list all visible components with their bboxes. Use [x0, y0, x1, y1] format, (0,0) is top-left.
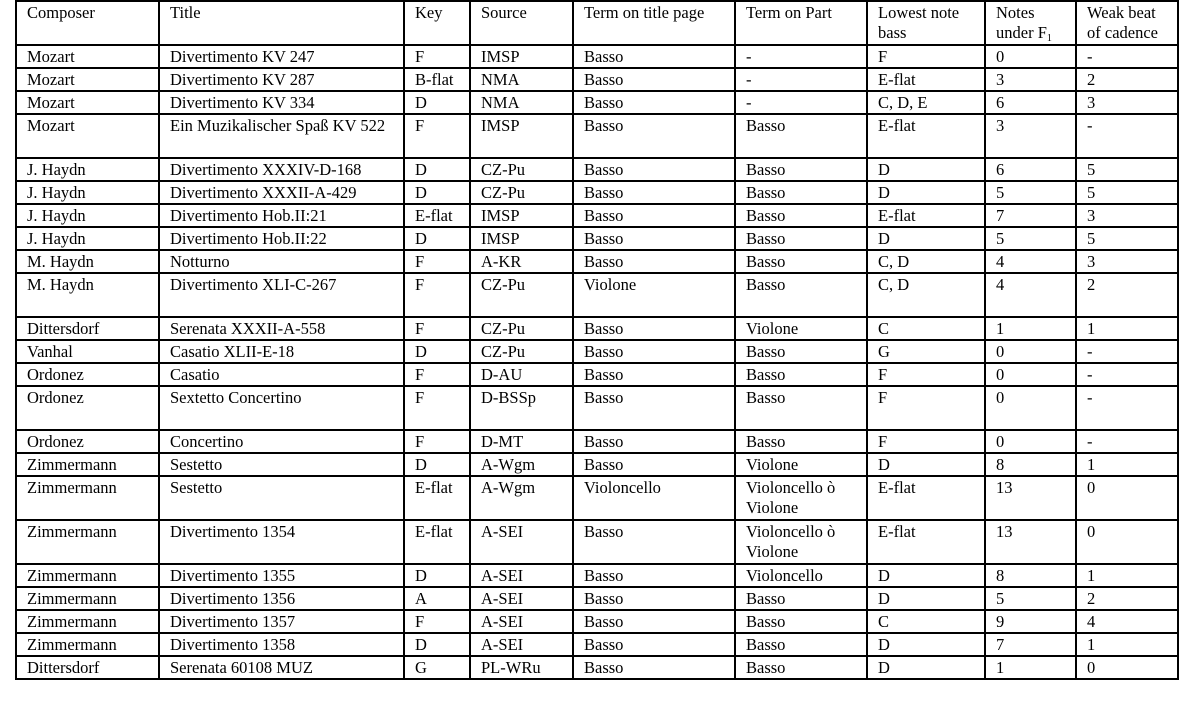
- cell-key: E-flat: [404, 476, 470, 520]
- cell-key: F: [404, 386, 470, 430]
- cell-composer: J. Haydn: [16, 227, 159, 250]
- cell-source: A-SEI: [470, 610, 573, 633]
- cell-key: D: [404, 181, 470, 204]
- cell-term-title-page: Basso: [573, 564, 735, 587]
- cell-lowest-note-bass: F: [867, 45, 985, 68]
- cell-notes-under-f: 1: [985, 317, 1076, 340]
- cell-lowest-note-bass: F: [867, 430, 985, 453]
- cell-title: Divertimento 1357: [159, 610, 404, 633]
- cell-term-title-page: Basso: [573, 204, 735, 227]
- cell-title: Divertimento Hob.II:21: [159, 204, 404, 227]
- cell-title: Casatio XLII-E-18: [159, 340, 404, 363]
- cell-key: D: [404, 158, 470, 181]
- cell-term-title-page: Basso: [573, 520, 735, 564]
- cell-source: CZ-Pu: [470, 317, 573, 340]
- cell-lowest-note-bass: D: [867, 227, 985, 250]
- cell-composer: M. Haydn: [16, 250, 159, 273]
- cell-title: Divertimento XXXIV-D-168: [159, 158, 404, 181]
- cell-lowest-note-bass: F: [867, 363, 985, 386]
- table-row: [16, 273, 1178, 317]
- cell-notes-under-f: 13: [985, 520, 1076, 564]
- cell-composer: Zimmermann: [16, 587, 159, 610]
- cell-source: A-KR: [470, 250, 573, 273]
- cell-composer: M. Haydn: [16, 273, 159, 317]
- cell-key: G: [404, 656, 470, 679]
- cell-notes-under-f: 6: [985, 91, 1076, 114]
- cell-term-title-page: Basso: [573, 181, 735, 204]
- cell-composer: Zimmermann: [16, 633, 159, 656]
- cell-lowest-note-bass: G: [867, 340, 985, 363]
- cell-key: F: [404, 114, 470, 158]
- cell-weak-beat: 1: [1076, 633, 1178, 656]
- cell-term-on-part: Basso: [735, 340, 867, 363]
- cell-weak-beat: 5: [1076, 181, 1178, 204]
- cell-source: D-AU: [470, 363, 573, 386]
- header-weak-beat: Weak beat of cadence: [1076, 1, 1178, 45]
- cell-term-title-page: Basso: [573, 386, 735, 430]
- cell-term-title-page: Basso: [573, 610, 735, 633]
- cell-notes-under-f: 4: [985, 273, 1076, 317]
- cell-term-title-page: Basso: [573, 250, 735, 273]
- cell-composer: Vanhal: [16, 340, 159, 363]
- cell-key: E-flat: [404, 520, 470, 564]
- cell-term-on-part: Basso: [735, 250, 867, 273]
- table-row: [16, 317, 1178, 340]
- cell-term-title-page: Basso: [573, 340, 735, 363]
- cell-lowest-note-bass: C: [867, 317, 985, 340]
- cell-source: NMA: [470, 91, 573, 114]
- table-row: [16, 633, 1178, 656]
- cell-term-title-page: Basso: [573, 430, 735, 453]
- header-key: Key: [404, 1, 470, 45]
- cell-composer: Dittersdorf: [16, 656, 159, 679]
- cell-term-title-page: Basso: [573, 68, 735, 91]
- cell-lowest-note-bass: C: [867, 610, 985, 633]
- cell-term-on-part: Violoncello: [735, 564, 867, 587]
- cell-weak-beat: -: [1076, 114, 1178, 158]
- cell-term-on-part: Basso: [735, 363, 867, 386]
- cell-key: F: [404, 363, 470, 386]
- cell-key: D: [404, 633, 470, 656]
- cell-title: Divertimento 1356: [159, 587, 404, 610]
- cell-source: NMA: [470, 68, 573, 91]
- table-row: [16, 227, 1178, 250]
- table-row: [16, 68, 1178, 91]
- cell-weak-beat: -: [1076, 45, 1178, 68]
- cell-title: Divertimento KV 287: [159, 68, 404, 91]
- cell-lowest-note-bass: E-flat: [867, 204, 985, 227]
- cell-source: IMSP: [470, 204, 573, 227]
- cell-title: Sestetto: [159, 453, 404, 476]
- cell-weak-beat: -: [1076, 386, 1178, 430]
- header-lowest-note-bass: Lowest note bass: [867, 1, 985, 45]
- header-title: Title: [159, 1, 404, 45]
- cell-key: F: [404, 250, 470, 273]
- cell-key: D: [404, 91, 470, 114]
- header-notes-under-f: [985, 1, 1076, 45]
- cell-term-on-part: Basso: [735, 386, 867, 430]
- cell-key: D: [404, 340, 470, 363]
- cell-term-on-part: Basso: [735, 114, 867, 158]
- cell-weak-beat: -: [1076, 363, 1178, 386]
- cell-weak-beat: 2: [1076, 68, 1178, 91]
- table-row: [16, 45, 1178, 68]
- table-row: [16, 587, 1178, 610]
- cell-term-title-page: Basso: [573, 91, 735, 114]
- table-row: [16, 181, 1178, 204]
- cell-composer: Dittersdorf: [16, 317, 159, 340]
- cell-key: E-flat: [404, 204, 470, 227]
- cell-source: D-MT: [470, 430, 573, 453]
- cell-notes-under-f: 8: [985, 564, 1076, 587]
- cell-lowest-note-bass: D: [867, 453, 985, 476]
- cell-title: Ein Muzikalischer Spaß KV 522: [159, 114, 404, 158]
- cell-term-on-part: -: [735, 91, 867, 114]
- cell-notes-under-f: 7: [985, 204, 1076, 227]
- cell-composer: Mozart: [16, 91, 159, 114]
- cell-weak-beat: 1: [1076, 453, 1178, 476]
- cell-source: A-SEI: [470, 587, 573, 610]
- cell-weak-beat: 1: [1076, 317, 1178, 340]
- cell-weak-beat: 4: [1076, 610, 1178, 633]
- cell-source: A-SEI: [470, 564, 573, 587]
- cell-title: Notturno: [159, 250, 404, 273]
- cell-term-on-part: -: [735, 45, 867, 68]
- cell-composer: Mozart: [16, 45, 159, 68]
- cell-title: Sextetto Concertino: [159, 386, 404, 430]
- cell-composer: Zimmermann: [16, 476, 159, 520]
- cell-notes-under-f: 6: [985, 158, 1076, 181]
- cell-term-title-page: Basso: [573, 227, 735, 250]
- cell-term-on-part: Basso: [735, 587, 867, 610]
- cell-source: CZ-Pu: [470, 340, 573, 363]
- cell-weak-beat: 0: [1076, 476, 1178, 520]
- table-row: [16, 656, 1178, 679]
- cell-notes-under-f: 0: [985, 45, 1076, 68]
- cell-term-title-page: Basso: [573, 363, 735, 386]
- cell-composer: Ordonez: [16, 386, 159, 430]
- cell-title: Divertimento KV 334: [159, 91, 404, 114]
- cell-term-on-part: -: [735, 68, 867, 91]
- cell-notes-under-f: 4: [985, 250, 1076, 273]
- cell-title: Divertimento KV 247: [159, 45, 404, 68]
- cell-source: CZ-Pu: [470, 181, 573, 204]
- cell-lowest-note-bass: D: [867, 158, 985, 181]
- cell-key: D: [404, 227, 470, 250]
- header-composer: Composer: [16, 1, 159, 45]
- header-notes-subscript: 1: [1046, 33, 1052, 44]
- header-notes-under-f-text: Notes under F: [996, 3, 1047, 42]
- cell-term-title-page: Basso: [573, 114, 735, 158]
- cell-term-on-part: Basso: [735, 227, 867, 250]
- cell-term-on-part: Violoncello ò Violone: [735, 520, 867, 564]
- table-row: [16, 386, 1178, 430]
- cell-key: F: [404, 273, 470, 317]
- cell-weak-beat: 5: [1076, 158, 1178, 181]
- cell-composer: J. Haydn: [16, 204, 159, 227]
- cell-source: A-SEI: [470, 633, 573, 656]
- cell-term-on-part: Basso: [735, 158, 867, 181]
- cell-notes-under-f: 0: [985, 430, 1076, 453]
- cell-weak-beat: 5: [1076, 227, 1178, 250]
- cell-title: Divertimento 1354: [159, 520, 404, 564]
- header-term-on-part: Term on Part: [735, 1, 867, 45]
- cell-term-title-page: Basso: [573, 317, 735, 340]
- cell-term-title-page: Basso: [573, 453, 735, 476]
- cell-source: A-Wgm: [470, 476, 573, 520]
- cell-composer: Mozart: [16, 114, 159, 158]
- table-row: [16, 430, 1178, 453]
- cell-notes-under-f: 9: [985, 610, 1076, 633]
- cell-source: IMSP: [470, 114, 573, 158]
- table-row: [16, 564, 1178, 587]
- table-row: [16, 610, 1178, 633]
- cell-composer: Ordonez: [16, 363, 159, 386]
- cell-weak-beat: 1: [1076, 564, 1178, 587]
- cell-source: CZ-Pu: [470, 158, 573, 181]
- cell-term-title-page: Basso: [573, 656, 735, 679]
- cell-notes-under-f: 3: [985, 114, 1076, 158]
- cell-title: Sestetto: [159, 476, 404, 520]
- table-row: [16, 363, 1178, 386]
- cell-key: D: [404, 564, 470, 587]
- table-row: [16, 476, 1178, 520]
- cell-notes-under-f: 3: [985, 68, 1076, 91]
- cell-source: A-SEI: [470, 520, 573, 564]
- cell-notes-under-f: 0: [985, 363, 1076, 386]
- cell-notes-under-f: 5: [985, 587, 1076, 610]
- cell-title: Casatio: [159, 363, 404, 386]
- cell-weak-beat: 2: [1076, 273, 1178, 317]
- cell-lowest-note-bass: D: [867, 181, 985, 204]
- cell-notes-under-f: 7: [985, 633, 1076, 656]
- cell-lowest-note-bass: F: [867, 386, 985, 430]
- cell-title: Divertimento XLI-C-267: [159, 273, 404, 317]
- cell-term-on-part: Violoncello ò Violone: [735, 476, 867, 520]
- cell-term-on-part: Basso: [735, 633, 867, 656]
- cell-lowest-note-bass: E-flat: [867, 114, 985, 158]
- cell-lowest-note-bass: E-flat: [867, 68, 985, 91]
- table-row: [16, 114, 1178, 158]
- header-source: Source: [470, 1, 573, 45]
- table-row: [16, 204, 1178, 227]
- cell-composer: Ordonez: [16, 430, 159, 453]
- cell-source: IMSP: [470, 227, 573, 250]
- cell-title: Concertino: [159, 430, 404, 453]
- cell-source: CZ-Pu: [470, 273, 573, 317]
- cell-weak-beat: 0: [1076, 520, 1178, 564]
- cell-key: F: [404, 45, 470, 68]
- cell-term-on-part: Violone: [735, 317, 867, 340]
- cell-title: Divertimento Hob.II:22: [159, 227, 404, 250]
- cell-lowest-note-bass: E-flat: [867, 476, 985, 520]
- cell-notes-under-f: 5: [985, 227, 1076, 250]
- cell-notes-under-f: 1: [985, 656, 1076, 679]
- cell-weak-beat: 0: [1076, 656, 1178, 679]
- cell-term-on-part: Basso: [735, 656, 867, 679]
- cell-weak-beat: 3: [1076, 91, 1178, 114]
- cell-weak-beat: 3: [1076, 204, 1178, 227]
- cell-source: IMSP: [470, 45, 573, 68]
- cell-composer: J. Haydn: [16, 158, 159, 181]
- table-row: [16, 91, 1178, 114]
- cell-composer: J. Haydn: [16, 181, 159, 204]
- cell-weak-beat: -: [1076, 430, 1178, 453]
- cell-key: F: [404, 430, 470, 453]
- cell-notes-under-f: 13: [985, 476, 1076, 520]
- cell-weak-beat: 2: [1076, 587, 1178, 610]
- cell-lowest-note-bass: E-flat: [867, 520, 985, 564]
- cell-term-on-part: Basso: [735, 273, 867, 317]
- cell-lowest-note-bass: D: [867, 587, 985, 610]
- table-body: [16, 45, 1178, 679]
- cell-key: B-flat: [404, 68, 470, 91]
- cell-key: F: [404, 610, 470, 633]
- header-row: [16, 1, 1178, 45]
- cell-weak-beat: -: [1076, 340, 1178, 363]
- cell-notes-under-f: 5: [985, 181, 1076, 204]
- cell-composer: Zimmermann: [16, 610, 159, 633]
- cell-key: F: [404, 317, 470, 340]
- cell-weak-beat: 3: [1076, 250, 1178, 273]
- cell-source: D-BSSp: [470, 386, 573, 430]
- cell-term-title-page: Violoncello: [573, 476, 735, 520]
- cell-composer: Zimmermann: [16, 564, 159, 587]
- cell-term-on-part: Basso: [735, 204, 867, 227]
- cell-composer: Zimmermann: [16, 520, 159, 564]
- cell-source: A-Wgm: [470, 453, 573, 476]
- composer-table: [15, 0, 1179, 680]
- cell-title: Divertimento XXXII-A-429: [159, 181, 404, 204]
- cell-term-on-part: Violone: [735, 453, 867, 476]
- cell-title: Serenata XXXII-A-558: [159, 317, 404, 340]
- cell-source: PL-WRu: [470, 656, 573, 679]
- table-row: [16, 340, 1178, 363]
- cell-composer: Zimmermann: [16, 453, 159, 476]
- cell-term-title-page: Basso: [573, 587, 735, 610]
- table-row: [16, 453, 1178, 476]
- table-row: [16, 520, 1178, 564]
- cell-term-title-page: Violone: [573, 273, 735, 317]
- cell-term-on-part: Basso: [735, 430, 867, 453]
- cell-notes-under-f: 8: [985, 453, 1076, 476]
- header-term-title-page: Term on title page: [573, 1, 735, 45]
- cell-title: Serenata 60108 MUZ: [159, 656, 404, 679]
- cell-term-title-page: Basso: [573, 158, 735, 181]
- cell-lowest-note-bass: C, D, E: [867, 91, 985, 114]
- cell-lowest-note-bass: C, D: [867, 273, 985, 317]
- cell-term-title-page: Basso: [573, 633, 735, 656]
- cell-notes-under-f: 0: [985, 386, 1076, 430]
- cell-notes-under-f: 0: [985, 340, 1076, 363]
- cell-composer: Mozart: [16, 68, 159, 91]
- cell-key: A: [404, 587, 470, 610]
- cell-lowest-note-bass: D: [867, 633, 985, 656]
- cell-lowest-note-bass: D: [867, 656, 985, 679]
- cell-term-on-part: Basso: [735, 610, 867, 633]
- table-row: [16, 250, 1178, 273]
- cell-lowest-note-bass: D: [867, 564, 985, 587]
- cell-term-on-part: Basso: [735, 181, 867, 204]
- cell-title: Divertimento 1355: [159, 564, 404, 587]
- cell-term-title-page: Basso: [573, 45, 735, 68]
- cell-title: Divertimento 1358: [159, 633, 404, 656]
- cell-key: D: [404, 453, 470, 476]
- cell-lowest-note-bass: C, D: [867, 250, 985, 273]
- table-row: [16, 158, 1178, 181]
